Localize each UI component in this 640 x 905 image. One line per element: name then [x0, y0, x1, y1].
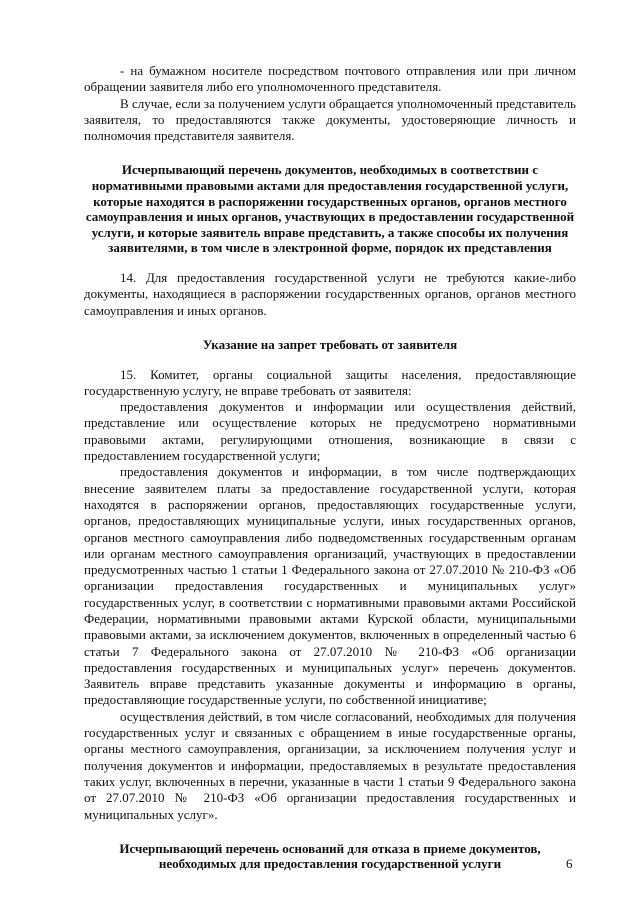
- paragraph-representative: В случае, если за получением услуги обращается уполномоченный представитель заявителя, то предоставляются также документы, удостоверяющие личность и полномочия представителя заявителя.: [84, 95, 576, 144]
- paragraph-delivery-method: - на бумажном носителе посредством почтового отправления или при личном обращении заявителя либо его уполномоченного представителя.: [84, 63, 576, 95]
- paragraph-15-intro: 15. Комитет, органы социальной защиты населения, предоставляющие государственную услугу, не вправе требовать от заявителя:: [84, 366, 576, 398]
- paragraph-14: 14. Для предоставления государственной услуги не требуются какие-либо документы, находящиеся в распоряжении государственных органов, органов местного самоуправления и иных органов.: [84, 270, 576, 318]
- paragraph-15-item-2: предоставления документов и информации, в том числе подтверждающих внесение заявителем платы за предоставление государственной услуги, которая находятся в распоряжении органов, предоставляющих государственные услуги, органов, предоставляющих муниципальные услуги, иных государственных органов, органов местного самоуправления либо подведомственных государственным органам или органам местного самоуправления организаций, участвующих в предоставлении предусмотренных частью 1 статьи 1 Федерального закона от 27.07.2010 № 210-ФЗ «Об организации предоставления государственных и муниципальных услуг» государственных услуг, в соответствии с нормативными правовыми актами Российской Федерации, нормативными правовыми актами Курской области, муниципальными правовыми актами, за исключением документов, включенных в определенный частью 6 статьи 7 Федерального закона от 27.07.2010 № 210-ФЗ «Об организации предоставления государственных и муниципальных услуг» перечень документов. Заявитель вправе представить указанные документы и информацию в органы, предоставляющие государственные услуги, по собственной инициативе;: [84, 464, 576, 708]
- paragraph-15-item-3: осуществления действий, в том числе согласований, необходимых для получения государственных услуг и связанных с обращением в иные государственные органы, органы местного самоуправления, организации, за исключением получения услуг и получения документов и информации, предоставляемых в результате предоставления таких услуг, включенных в перечни, указанные в части 1 статьи 9 Федерального закона от 27.07.2010 № 210-ФЗ «Об организации предоставления государственных и муниципальных услуг».: [84, 708, 576, 822]
- document-body: [84, 63, 576, 872]
- section-heading-refusal-grounds: Исчерпывающий перечень оснований для отказа в приеме документов, необходимых для предоставления государственной услуги: [119, 840, 541, 872]
- section-heading-prohibition: Указание на запрет требовать от заявителя: [202, 336, 458, 352]
- section-heading-documents-list: Исчерпывающий перечень документов, необходимых в соответствии с нормативными правовыми актами для предоставления государственной услуги, которые находятся в распоряжении государственных органов, органов местного самоуправления и иных органов, участвующих в предоставлении государственной услуги, и которые заявитель вправе представить, а также способы их получения заявителями, в том числе в электронной форме, порядок их представления: [85, 162, 575, 256]
- paragraph-15-item-1: предоставления документов и информации или осуществления действий, представление или осуществление которых не предусмотрено нормативными правовыми актами, регулирующими отношения, возникающие в связи с предоставлением государственной услуги;: [84, 399, 576, 464]
- page-number: 6: [566, 856, 573, 871]
